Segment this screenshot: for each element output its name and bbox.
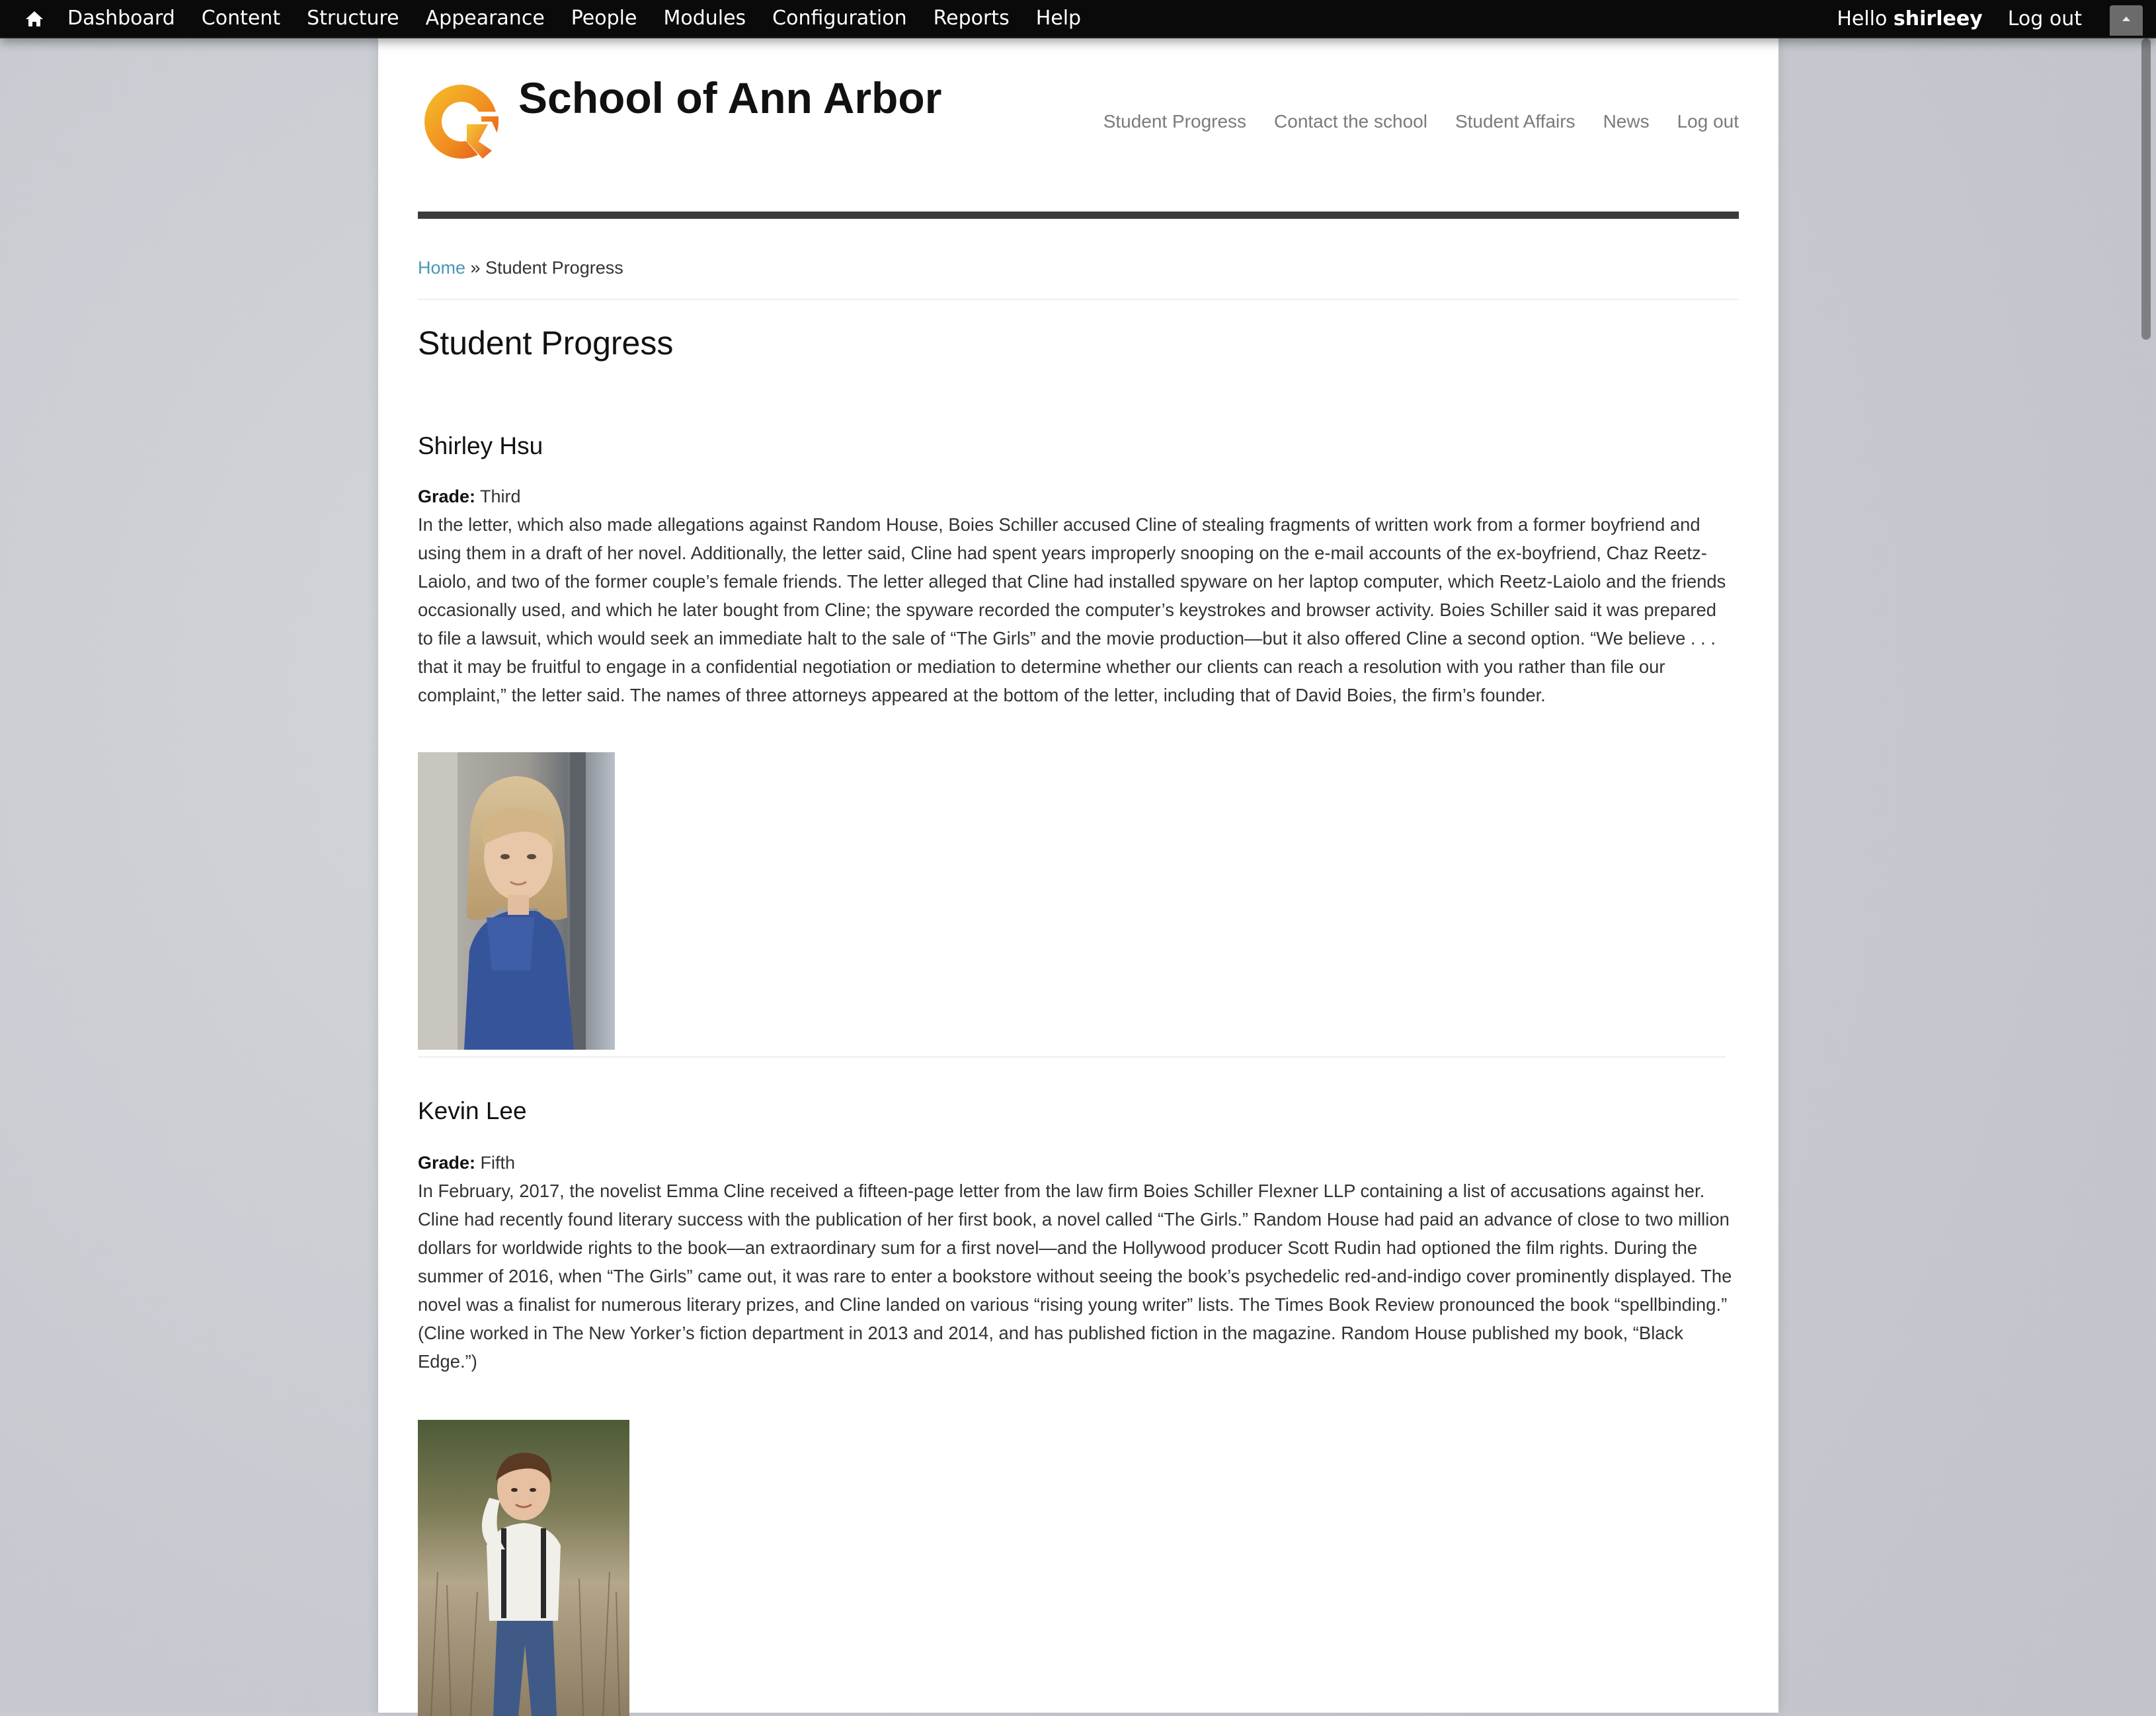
greeting-prefix: Hello (1837, 7, 1888, 30)
student-photo (418, 752, 615, 1050)
main-menu-logout[interactable]: Log out (1677, 111, 1739, 132)
student-grade (418, 1153, 515, 1173)
main-menu (1103, 111, 1739, 132)
bio-line: Laiolo, and two of the former couple’s female friends. The letter alleged that Cline had installed spyware on her laptop computer, which Reetz-Laiolo and the friends (418, 571, 1726, 592)
admin-menu-configuration[interactable]: Configuration (772, 7, 907, 30)
bio-line: (Cline worked in The New Yorker’s fiction department in 2013 and 2014, and has published fiction in the magazine. Random House published my book, “Black (418, 1323, 1683, 1343)
bio-line: dollars for worldwide rights to the book—an extraordinary sum for a first novel—and the Hollywood producer Scott Rudin had optioned the film rights. During the (418, 1237, 1698, 1258)
grade-value: Third (480, 487, 521, 506)
main-menu-news[interactable]: News (1603, 111, 1650, 132)
admin-menu-structure[interactable]: Structure (307, 7, 399, 30)
bio-line: In the letter, which also made allegations against Random House, Boies Schiller accused Cline of stealing fragments of written work from a former boyfriend and (418, 514, 1700, 535)
triangle-up-icon (2110, 5, 2143, 36)
student-entry (418, 432, 1727, 705)
student-grade (418, 487, 521, 507)
breadcrumb-home-link[interactable]: Home (418, 258, 466, 278)
admin-menu-modules[interactable]: Modules (663, 7, 746, 30)
username[interactable]: shirleey (1893, 7, 1983, 30)
user-area (1837, 0, 2082, 37)
student-bio (418, 1177, 1732, 1376)
admin-menu-content[interactable]: Content (201, 7, 281, 30)
admin-toolbar (0, 0, 2156, 38)
grade-label: Grade: (418, 1153, 476, 1173)
page-container (378, 38, 1778, 1713)
home-icon[interactable] (22, 7, 46, 30)
site-name[interactable]: School of Ann Arbor (518, 73, 942, 122)
admin-menu-people[interactable]: People (571, 7, 637, 30)
school-logo-icon[interactable] (418, 78, 505, 165)
main-menu-contact[interactable]: Contact the school (1274, 111, 1427, 132)
toolbar-logout-link[interactable]: Log out (2007, 7, 2082, 30)
breadcrumb-divider (418, 299, 1739, 300)
bio-line: to file a lawsuit, which would seek an immediate halt to the sale of “The Girls” and the movie production—but it also offered Cline a second option. “We believe . . . (418, 628, 1716, 648)
page-scrollbar[interactable] (2136, 37, 2156, 1713)
breadcrumb-current: Student Progress (485, 258, 623, 278)
admin-menu (54, 0, 1094, 37)
student-photo (418, 1420, 629, 1716)
page-title: Student Progress (418, 325, 674, 362)
admin-menu-appearance[interactable]: Appearance (425, 7, 545, 30)
student-bio (418, 510, 1726, 709)
main-menu-student-affairs[interactable]: Student Affairs (1455, 111, 1576, 132)
greeting (1837, 7, 1982, 30)
bio-line: occasionally used, and which he later bought from Cline; the spyware recorded the computer’s keystrokes and browser activity. Boies Schiller said it was prepared (418, 600, 1716, 620)
student-divider (418, 1056, 1726, 1058)
grade-value: Fifth (480, 1153, 516, 1173)
header-divider (418, 212, 1739, 219)
bio-line: Edge.”) (418, 1351, 477, 1372)
admin-menu-help[interactable]: Help (1035, 7, 1082, 30)
shortcuts-toggle-button[interactable] (2110, 5, 2143, 36)
breadcrumb-separator: » (470, 258, 481, 278)
bio-line: novel was a finalist for numerous literary prizes, and Cline landed on various “rising young writer” lists. The Times Book Review pronounced the book “spellbinding.” (418, 1294, 1728, 1315)
bio-line: using them in a draft of her novel. Additionally, the letter said, Cline had spent years improperly snooping on the e-mail accounts of the ex-boyfriend, Chaz Reetz- (418, 543, 1707, 563)
bio-line: complaint,” the letter said. The names of three attorneys appeared at the bottom of the letter, including that of David Boies, the firm’s founder. (418, 685, 1546, 705)
main-menu-student-progress[interactable]: Student Progress (1103, 111, 1247, 132)
scrollbar-thumb[interactable] (2141, 38, 2151, 340)
bio-line: Cline had recently found literary success with the publication of her first book, a novel called “The Girls.” Random House had paid an advance of close to two million (418, 1209, 1730, 1229)
grade-label: Grade: (418, 487, 476, 506)
breadcrumb (418, 258, 623, 278)
bio-line: In February, 2017, the novelist Emma Cline received a fifteen-page letter from the law firm Boies Schiller Flexner LLP containing a list of accusations against her. (418, 1181, 1705, 1201)
admin-menu-reports[interactable]: Reports (933, 7, 1010, 30)
bio-line: that it may be fruitful to engage in a confidential negotiation or mediation to determine whether our clients can reach a resolution with you rather than file our (418, 656, 1665, 677)
site-header (418, 38, 1739, 221)
student-name: Shirley Hsu (418, 432, 543, 459)
admin-menu-dashboard[interactable]: Dashboard (67, 7, 175, 30)
bio-line: summer of 2016, when “The Girls” came out, it was rare to enter a bookstore without seeing the book’s psychedelic red-and-indigo cover prominently displayed. The (418, 1266, 1732, 1286)
student-name: Kevin Lee (418, 1097, 527, 1124)
student-entry (418, 1097, 1732, 1372)
